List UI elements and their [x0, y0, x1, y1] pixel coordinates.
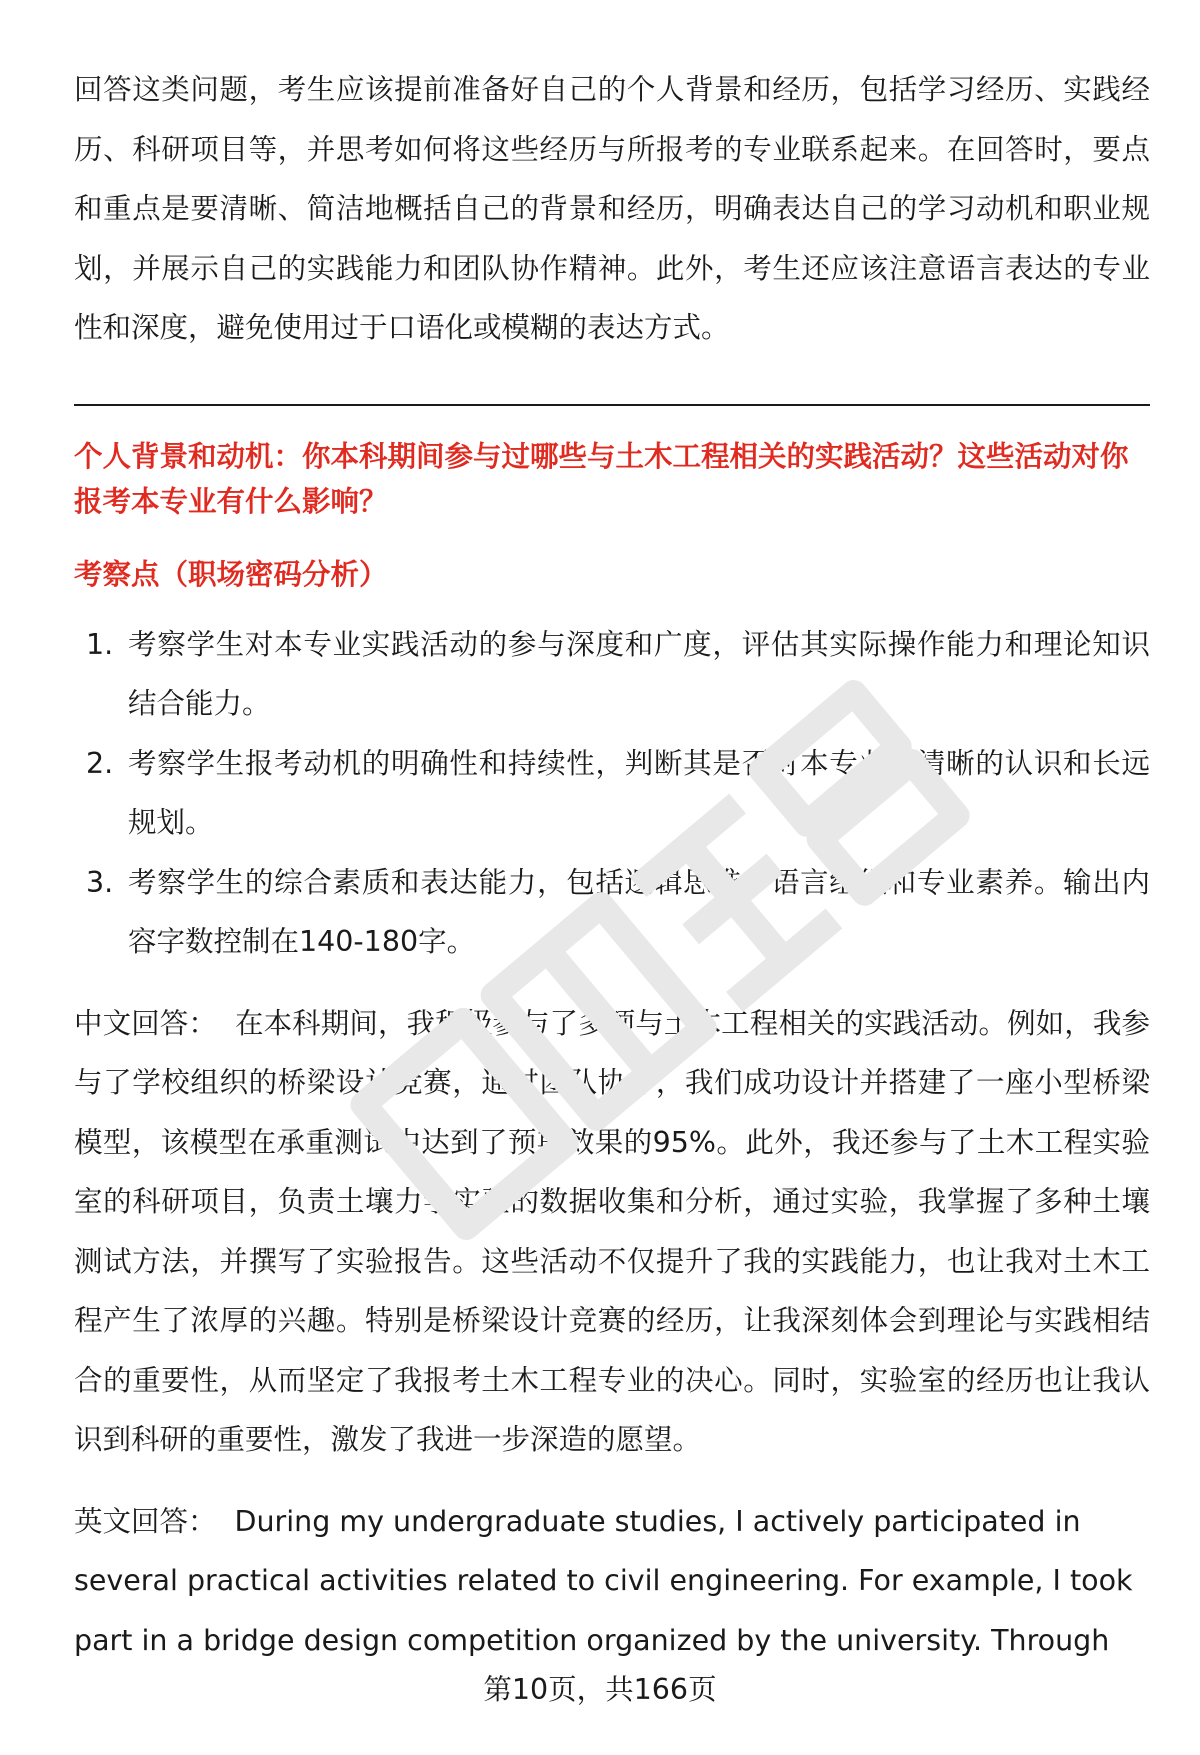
assessment-item-text: 考察学生报考动机的明确性和持续性，判断其是否对本专业有清晰的认识和长远规划。	[128, 746, 1150, 839]
assessment-item-text: 考察学生对本专业实践活动的参与深度和广度，评估其实际操作能力和理论知识结合能力。	[128, 627, 1150, 720]
english-answer-text: During my undergraduate studies, I actively participated in several practical activities related to civil engineering. For example, I took part in a bridge design competition organized by the university. Through	[74, 1504, 1133, 1657]
list-number: 2.	[86, 746, 114, 780]
assessment-item-text: 考察学生的综合素质和表达能力，包括逻辑思维、语言组织和专业素养。输出内容字数控制在140-180字。	[128, 865, 1150, 958]
assessment-item	[74, 853, 1150, 972]
english-answer-label: 英文回答：	[74, 1504, 217, 1538]
page-footer: 第10页，共166页	[483, 1673, 717, 1706]
chinese-answer-text: 在本科期间，我积极参与了多项与土木工程相关的实践活动。例如，我参与了学校组织的桥梁设计竞赛，通过团队协作，我们成功设计并搭建了一座小型桥梁模型，该模型在承重测试中达到了预期效果的95%。此外，我还参与了土木工程实验室的科研项目，负责土壤力学实验的数据收集和分析，通过实验，我掌握了多种土壤测试方法，并撰写了实验报告。这些活动不仅提升了我的实践能力，也让我对土木工程产生了浓厚的兴趣。特别是桥梁设计竞赛的经历，让我深刻体会到理论与实践相结合的重要性，从而坚定了我报考土木工程专业的决心。同时，实验室的经历也让我认识到科研的重要性，激发了我进一步深造的愿望。	[74, 1006, 1150, 1456]
page-content	[74, 60, 1150, 1670]
list-number: 3.	[86, 865, 114, 899]
intro-paragraph: 回答这类问题，考生应该提前准备好自己的个人背景和经历，包括学习经历、实践经历、科研项目等，并思考如何将这些经历与所报考的专业联系起来。在回答时，要点和重点是要清晰、简洁地概括自己的背景和经历，明确表达自己的学习动机和职业规划，并展示自己的实践能力和团队协作精神。此外，考生还应该注意语言表达的专业性和深度，避免使用过于口语化或模糊的表达方式。	[74, 73, 1150, 344]
section-divider	[74, 404, 1150, 406]
list-number: 1.	[86, 627, 114, 661]
assessment-list	[74, 615, 1150, 972]
assessment-heading: 考察点（职场密码分析）	[74, 557, 388, 591]
question-title: 个人背景和动机：你本科期间参与过哪些与土木工程相关的实践活动？这些活动对你报考本专业有什么影响？	[74, 439, 1129, 518]
chinese-answer-label: 中文回答：	[74, 1006, 217, 1040]
assessment-item	[74, 615, 1150, 734]
assessment-item	[74, 734, 1150, 853]
chinese-answer	[74, 994, 1150, 1470]
english-answer	[74, 1492, 1150, 1671]
